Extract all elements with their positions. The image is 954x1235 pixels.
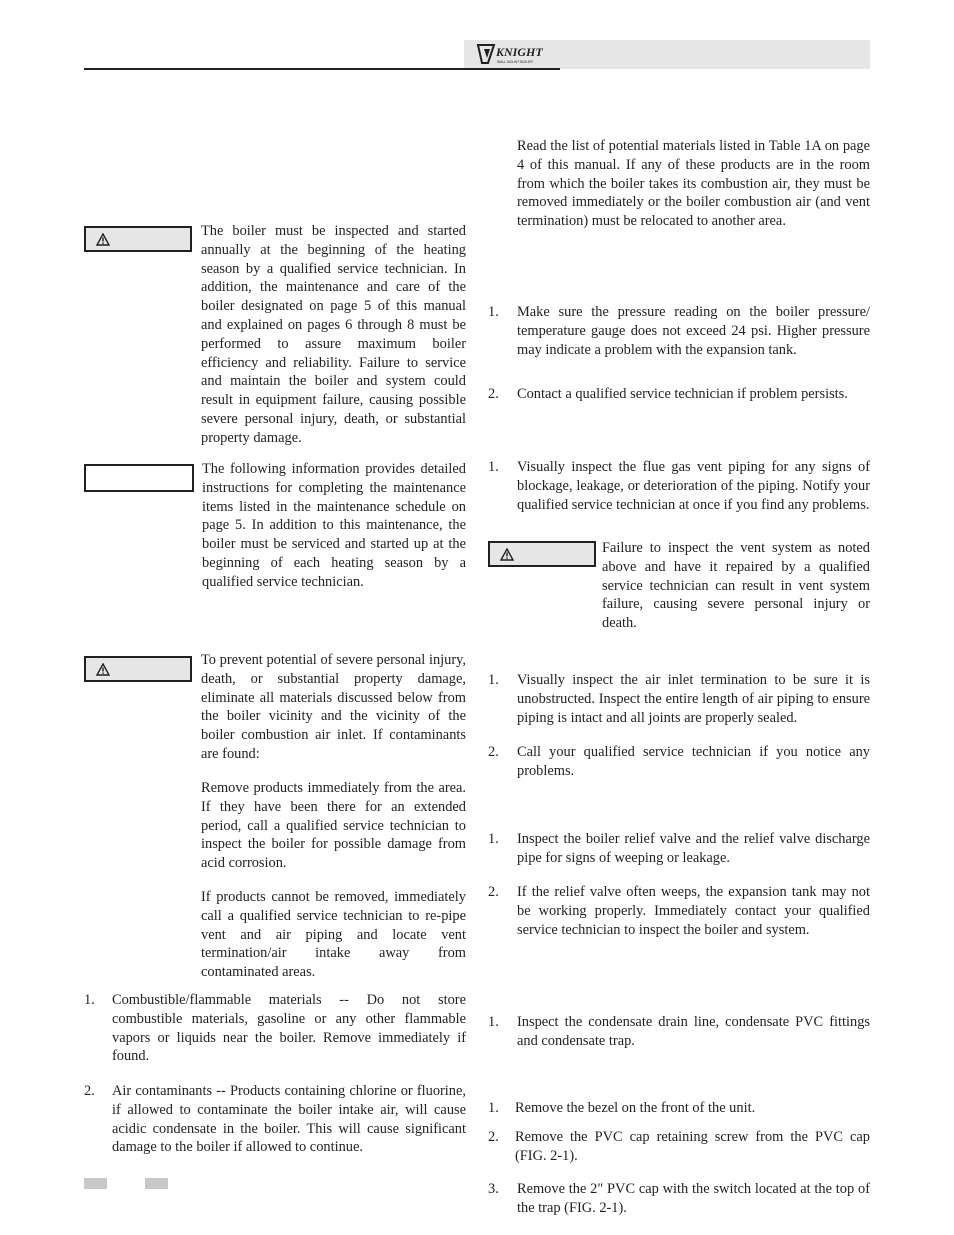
list-item-number: 2. [84,1083,95,1099]
list-item-number: 1. [488,672,499,688]
relief-item-1-text: Inspect the boiler relief valve and the relief valve discharge pipe for signs of weeping or leakage. [517,831,870,866]
warning-triangle-icon [500,548,514,561]
logo-text: KNIGHT [496,45,543,59]
cannot-remove-text: If products cannot be removed, immediately call a qualified service technician to re-pipe vent and air piping and locate vent termination/air intake away from contaminated areas. [201,889,466,981]
warning-annual-inspection-text: The boiler must be inspected and started annually at the beginning of the heating season by a qualified service technician. In addition, the maintenance and care of the boiler designated on page 5 of this manual and explained on pages 6 through 8 must be performed to assure maximum boiler efficiency and reliability. Failure to service and maintain the boiler and system could result in equipment failure, causing possible severe personal injury, death, or substantial property damage. [201,223,466,446]
logo-subtext: WALL MOUNT BOILER [497,60,533,64]
warning-triangle-icon [96,233,110,246]
trap-item-3-text: Remove the 2" PVC cap with the switch located at the top of the trap (FIG. 2-1). [517,1181,870,1216]
read-table-text: Read the list of potential materials listed in Table 1A on page 4 of this manual. If any of these products are in the room from which the boiler takes its combustion air, they must be removed immediately or the boiler combustion air (and vent termination) must be relocated to another area. [517,138,870,230]
list-item-number: 1. [488,831,499,847]
pressure-item-2-text: Contact a qualified service technician if problem persists. [517,386,848,402]
list-item-number: 2. [488,386,499,402]
air-item-2-text: Call your qualified service technician if you notice any problems. [517,744,870,779]
remove-products-text: Remove products immediately from the area. If they have been there for an extended period, call a qualified service technician to inspect the boiler for possible damage from acid corrosion. [201,780,466,872]
pressure-item-1-text: Make sure the pressure reading on the boiler pressure/ temperature gauge does not exceed 24 psi. Higher pressure may indicate a problem with the expansion tank. [517,304,870,358]
list-item-number: 2. [488,884,499,900]
notice-maintenance-text: The following information provides detailed instructions for completing the maintenance items listed in the maintenance schedule on page 5. In addition to this maintenance, the boiler must be serviced and started up at the beginning of each heating season by a qualified service technician. [202,461,466,590]
warning-badge [488,541,596,567]
air-item-1-text: Visually inspect the air inlet termination to be sure it is unobstructed. Inspect the entire length of air piping to ensure piping is intact and all joints are properly sealed. [517,672,870,726]
list-item-number: 2. [488,1129,499,1145]
trap-item-2-text: Remove the PVC cap retaining screw from the PVC cap (FIG. 2-1). [515,1129,870,1164]
trap-item-1-text: Remove the bezel on the front of the unit. [515,1100,756,1116]
list-item-number: 2. [488,744,499,760]
notice-badge [84,464,194,492]
list-item-number: 1. [488,1100,499,1116]
warning-triangle-icon [96,663,110,676]
list-item-number: 1. [84,992,95,1008]
list-item-air-contaminants-text: Air contaminants -- Products containing chlorine or fluorine, if allowed to contaminate the boiler intake air, will cause acidic condensate in the boiler. This will cause significant damage to the boiler if allowed to continue. [112,1083,466,1156]
warning-contaminants-text: To prevent potential of severe personal injury, death, or substantial property damage, eliminate all materials discussed below from the boiler vicinity and the vicinity of the boiler combustion air inlet. If contaminants are found: [201,652,466,762]
list-item-number: 1. [488,1014,499,1030]
warning-badge [84,226,192,252]
vent-warning-text: Failure to inspect the vent system as noted above and have it repaired by a qualified service technician can result in vent system failure, causing severe personal injury or death. [602,540,870,632]
list-item-combustible-text: Combustible/flammable materials -- Do not store combustible materials, gasoline or any other flammable vapors or liquids near the boiler. Remove immediately if found. [112,992,466,1065]
condensate-item-1-text: Inspect the condensate drain line, condensate PVC fittings and condensate trap. [517,1014,870,1049]
relief-item-2-text: If the relief valve often weeps, the expansion tank may not be working properly. Immediately contact your qualified service technician to inspect the boiler and system. [517,884,870,938]
footer-page-box [84,1178,107,1189]
vent-item-1-text: Visually inspect the flue gas vent piping for any signs of blockage, leakage, or deterioration of the piping. Notify your qualified service technician at once if you find any problems. [517,459,870,513]
list-item-number: 1. [488,304,499,320]
header-rule [84,68,560,70]
warning-badge [84,656,192,682]
knight-logo [476,41,548,67]
list-item-number: 3. [488,1181,499,1197]
footer-page-box [145,1178,168,1189]
list-item-number: 1. [488,459,499,475]
